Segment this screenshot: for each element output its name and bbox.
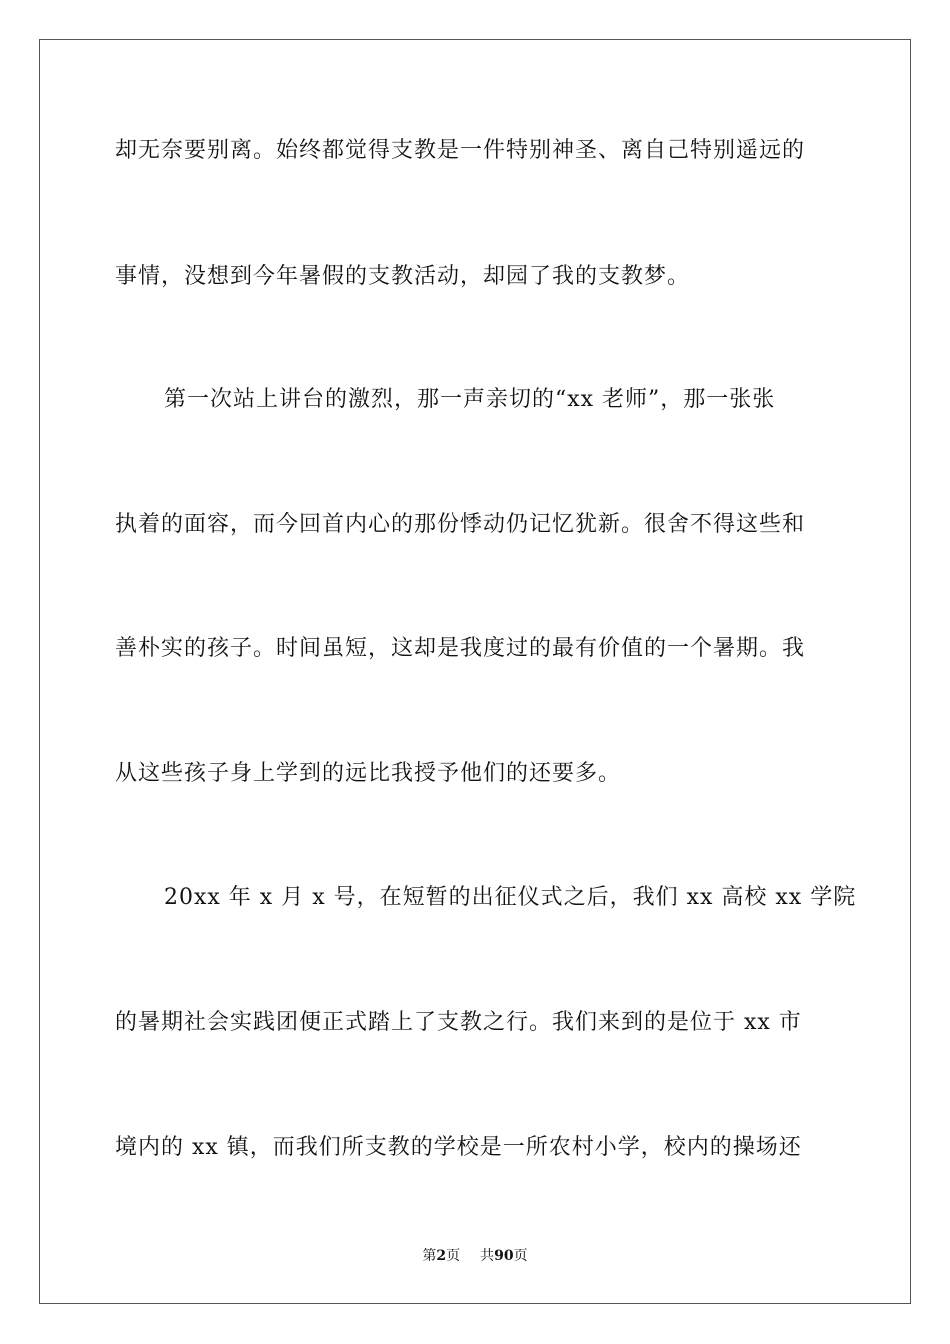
page-border bbox=[39, 39, 911, 1304]
page-number: 2 bbox=[436, 1248, 447, 1264]
total-prefix: 共 bbox=[480, 1248, 495, 1264]
text-line-4: 执着的面容，而今回首内心的那份悸动仍记忆犹新。很舍不得这些和 bbox=[115, 512, 806, 537]
total-pages: 90 bbox=[494, 1248, 514, 1264]
text-line-2: 事情，没想到今年暑假的支教活动，却园了我的支教梦。 bbox=[115, 264, 691, 289]
text-line-6: 从这些孩子身上学到的远比我授予他们的还要多。 bbox=[115, 761, 622, 786]
text-line-3: 第一次站上讲台的激烈，那一声亲切的“xx 老师”，那一张张 bbox=[164, 387, 776, 412]
page-footer bbox=[0, 1247, 950, 1265]
text-line-1: 却无奈要别离。始终都觉得支教是一件特别神圣、离自己特别遥远的 bbox=[115, 138, 806, 163]
text-line-8: 的暑期社会实践团便正式踏上了支教之行。我们来到的是位于 xx 市 bbox=[115, 1010, 802, 1035]
text-line-7: 20xx 年 x 月 x 号，在短暂的出征仪式之后，我们 xx 高校 xx 学院 bbox=[164, 885, 857, 910]
total-suffix: 页 bbox=[513, 1248, 528, 1264]
text-line-9: 境内的 xx 镇，而我们所支教的学校是一所农村小学，校内的操场还 bbox=[115, 1135, 802, 1160]
text-line-5: 善朴实的孩子。时间虽短，这却是我度过的最有价值的一个暑期。我 bbox=[115, 636, 806, 661]
page-prefix: 第 bbox=[422, 1248, 437, 1264]
page-suffix: 页 bbox=[446, 1248, 461, 1264]
